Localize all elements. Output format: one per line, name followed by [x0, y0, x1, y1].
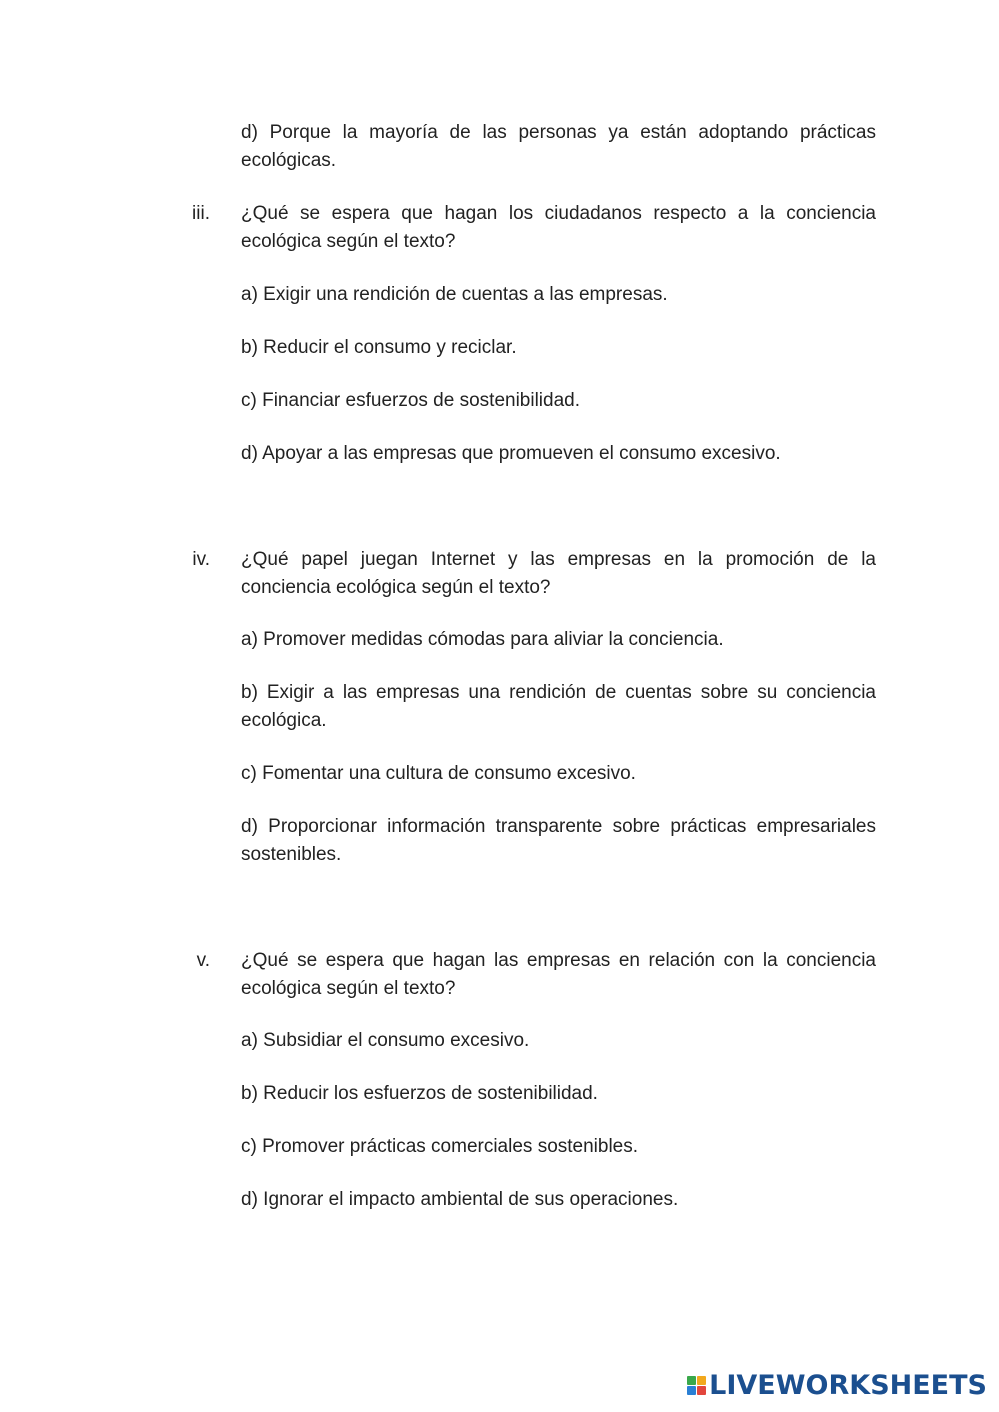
q4-question: ¿Qué papel juegan Internet y las empresas en la promoción de la conciencia ecológica según el texto?	[241, 549, 876, 598]
q3-number: iii.	[192, 203, 210, 224]
q5-option-d: d) Ignorar el impacto ambiental de sus operaciones.	[241, 1189, 679, 1210]
liveworksheets-brand	[687, 1370, 987, 1400]
q5-question: ¿Qué se espera que hagan las empresas en relación con la conciencia ecológica según el texto?	[241, 950, 876, 999]
q3-option-b: b) Reducir el consumo y reciclar.	[241, 337, 517, 358]
q3-option-d: d) Apoyar a las empresas que promueven el consumo excesivo.	[241, 443, 781, 464]
q4-option-c: c) Fomentar una cultura de consumo excesivo.	[241, 763, 636, 784]
q4-option-d: d) Proporcionar información transparente sobre prácticas empresariales sostenibles.	[241, 816, 876, 865]
q2-option-d: d) Porque la mayoría de las personas ya están adoptando prácticas ecológicas.	[241, 122, 876, 171]
q3-option-c: c) Financiar esfuerzos de sostenibilidad.	[241, 390, 581, 411]
q5-option-c: c) Promover prácticas comerciales sostenibles.	[241, 1136, 639, 1157]
liveworksheets-logo-icon	[687, 1376, 706, 1395]
q5-option-a: a) Subsidiar el consumo excesivo.	[241, 1030, 530, 1051]
q5-option-b: b) Reducir los esfuerzos de sostenibilidad.	[241, 1083, 598, 1104]
q4-option-b: b) Exigir a las empresas una rendición de cuentas sobre su conciencia ecológica.	[241, 682, 876, 731]
q4-number: iv.	[192, 549, 210, 570]
q5-number: v.	[196, 950, 210, 971]
q3-question: ¿Qué se espera que hagan los ciudadanos respecto a la conciencia ecológica según el texto?	[241, 203, 876, 252]
q3-option-a: a) Exigir una rendición de cuentas a las empresas.	[241, 284, 668, 305]
brand-name: LIVEWORKSHEETS	[709, 1369, 987, 1401]
q4-option-a: a) Promover medidas cómodas para aliviar la conciencia.	[241, 629, 724, 650]
